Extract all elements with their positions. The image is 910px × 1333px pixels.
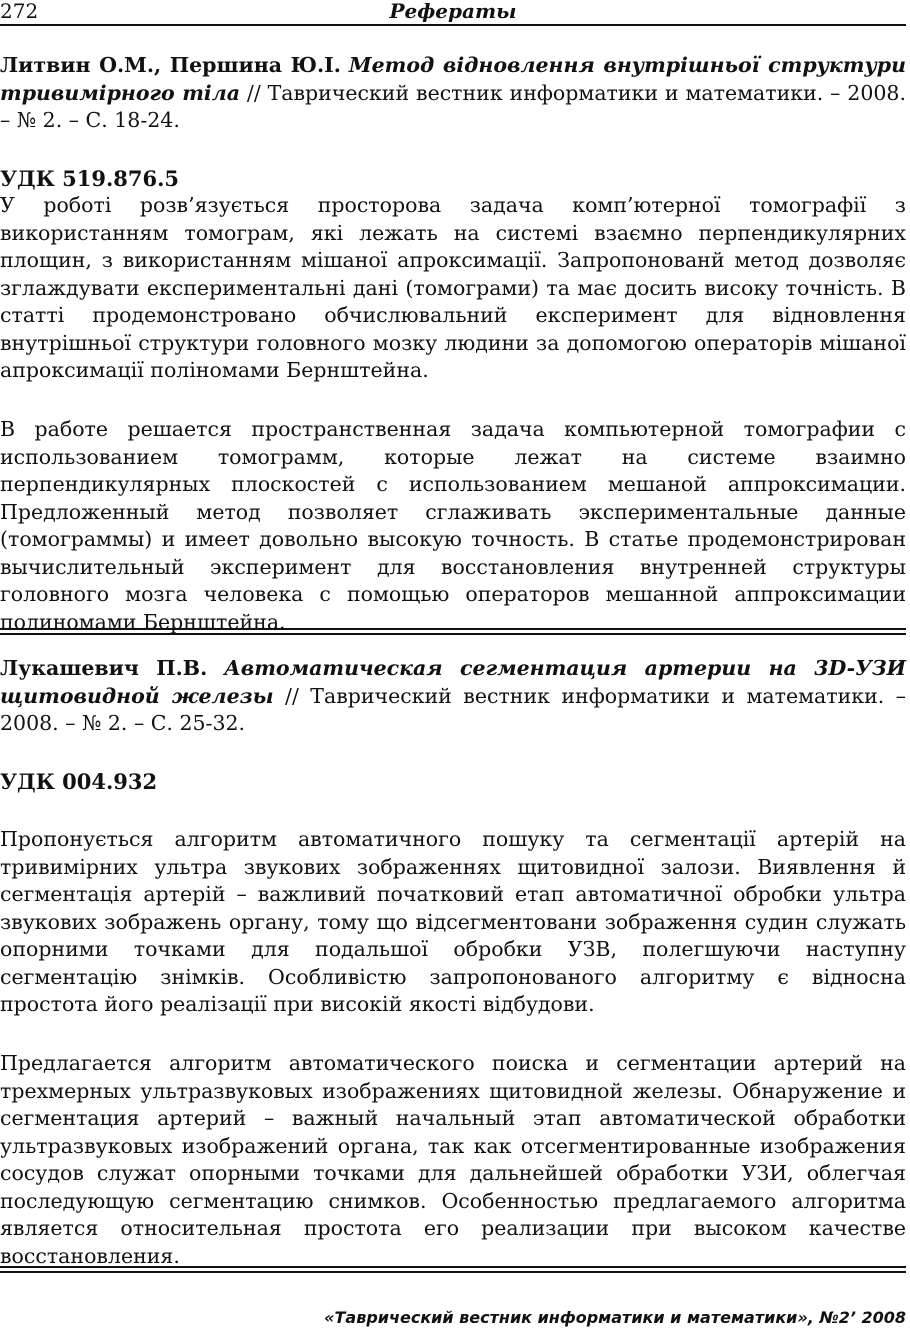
entry-1-authors: Литвин О.М., Першина Ю.І.	[0, 53, 341, 77]
entry-2-udk-block	[0, 768, 906, 796]
entry-1-abstract-ru-block	[0, 416, 906, 636]
entry-1-abstract-ru: В работе решается пространственная задача компьютерной томографии с использованием томограмм, которые лежат на системе взаимно перпендикулярных плоскостей с использованием мешаной аппроксимации. Предложенный метод позволяет сглаживать экспериментальные данные (томограммы) и имеет довольно высокую точность. В статье продемонстрирован вычислительный эксперимент для восстановления внутренней структуры головного мозга человека с помощью операторов мешанной аппроксимации полиномами Бернштейна.	[0, 417, 906, 634]
entry-2-title: Автоматическая сегментация артерии на 3D-УЗИ щитовидной железы	[0, 656, 906, 708]
entry-2-abstract-ru-block	[0, 1050, 906, 1270]
entry-2-citation	[0, 655, 906, 738]
page-header	[0, 0, 906, 26]
entry-1-title: Метод відновлення внутрішньої структури тривимірного тіла	[0, 53, 906, 105]
entry-1-udk: УДК 519.876.5	[0, 166, 180, 191]
entry-2-abstract-ru: Предлагается алгоритм автоматического поиска и сегментации артерий на трехмерных ультразвуковых изображениях щитовидной железы. Обнаружение и сегментация артерий – важный начальный этап автоматической обработки ультразвуковых изображений органа, так как отсегментированные изображения сосудов служат опорными точками для дальнейшей обработки УЗИ, облегчая последующую сегментацию снимков. Особенностью предлагаемого алгоритма является относительная простота его реализации при высоком качестве восстановления.	[0, 1051, 906, 1268]
bottom-divider	[0, 1266, 906, 1273]
entry-1-udk-block	[0, 165, 906, 193]
entry-2-abstract-uk-block	[0, 826, 906, 1019]
entry-2-authors: Лукашевич П.В.	[0, 656, 208, 680]
entry-2-udk: УДК 004.932	[0, 769, 158, 794]
running-title: Рефераты	[389, 0, 517, 23]
entry-1-abstract-uk: У роботі розв’язується просторова задача комп’ютерної томографії з використанням томограм, які лежать на системі взаємно перпендикулярних площин, з використанням мішаної апроксимації. Запропонованй метод дозволяє зглаждувати експериментальні дані (томограми) та має досить високу точність. В статті продемонстровано обчислювальний експеримент для відновлення внутрішньої структури головного мозку людини за допомогою операторів мішаної апроксимації поліномами Бернштейна.	[0, 193, 906, 382]
footer-journal-title: «Таврический вестник информатики и математики», №2’ 2008	[324, 1308, 906, 1327]
entry-1-abstract-uk-block	[0, 192, 906, 385]
entry-1-citation	[0, 52, 906, 135]
page-number: 272	[0, 0, 39, 23]
section-divider	[0, 628, 906, 635]
entry-1-source: // Таврический вестник информатики и математики. – 2008. – № 2. – С. 18-24.	[0, 80, 906, 132]
entry-2-source: // Таврический вестник информатики и математики. – 2008. – № 2. – С. 25-32.	[0, 683, 906, 735]
entry-2-abstract-uk: Пропонується алгоритм автоматичного пошуку та сегментації артерій на тривимірних ультра звукових зображеннях щитовидної залози. Виявлення й сегментація артерій – важливий початковий етап автоматичної обробки ультра звукових зображень органу, тому що відсегментовани зображення судин служать опорними точками для подальшої обробки УЗВ, полегшуючи наступну сегментацію знімків. Особливістю запропонованого алгоритму є відносна простота його реалізації при високій якості відбудови.	[0, 827, 906, 1016]
